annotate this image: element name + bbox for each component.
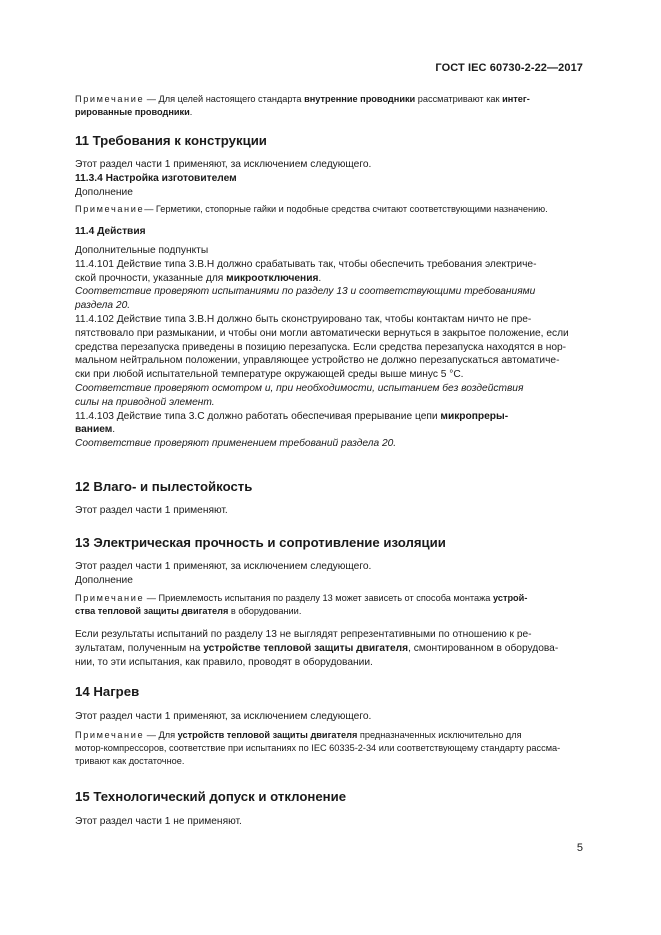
section-15-heading: 15 Технологический допуск и отклонение [75,789,347,804]
section-13-heading: 13 Электрическая прочность и сопротивление изоляции [75,535,446,550]
subsection-11-4-body: Дополнительные подпункты 11.4.101 Действие типа 3.В.Н должно срабатывать так, чтобы обеспечить требования электриче- ской прочности, указанные для микроотключения. Соответствие проверяют испытаниями по разделу 13 и соответствующими требованиями раздела 20. 11.4.102 Действие типа 3.В.Н должно быть сконструировано так, чтобы контактам ничто не пре- пятствовало при размыкании, и чтобы они могли автоматически вернуться в закрытое положение, если средства перезапуска приведены в позицию перезапуска. Если средства перезапуска находятся в нор- мальном нейтральном положении, управляющее устройство не должно перезапускаться автоматиче- ски при любой испытательной температуре окружающей среды выше минус 5 °С. Соответствие проверяют осмотром и, при необходимости, испытанием без воздействия силы на приводной элемент. 11.4.103 Действие типа 3.С должно работать обеспечивая прерывание цепи микропреры- ванием. Соответствие проверяют применением требований раздела 20. [75,244,583,451]
item-11-4-101-compliance: Соответствие проверяют испытаниями по разделу 13 и соответствующими требованиями раздела 20. [75,286,536,312]
item-11-4-103-compliance: Соответствие проверяют применением требований раздела 20. [75,438,397,450]
page-number: 5 [576,842,583,854]
standard-header: ГОСТ IEC 60730-2-22—2017 [435,62,583,74]
section-12-heading: 12 Влаго- и пылестойкость [75,479,253,494]
note-label: Примечание [75,94,145,104]
item-11-4-102-compliance: Соответствие проверяют осмотром и, при необходимости, испытанием без воздействия силы на приводной элемент. [75,382,524,408]
note-label: Примечание [75,204,145,214]
section-13-note: Примечание — Приемлемость испытания по разделу 13 может зависеть от способа монтажа устрой- ства тепловой защиты двигателя в оборудовании. [75,593,528,617]
subsection-11-3-4: 11.3.4 Настройка изготовителем [75,172,237,184]
section-13-paragraph: Если результаты испытаний по разделу 13 не выглядят репрезентативными по отношению к ре- зультатам, полученным на устройстве тепловой защиты двигателя, смонтированном в оборудова- нии, то эти испытания, как правило, проводят в оборудовании. [75,629,559,668]
section-14-body: Этот раздел части 1 применяют, за исключением следующего. [75,711,372,722]
section-15-body: Этот раздел части 1 не применяют. [75,816,242,827]
section-14-heading: 14 Нагрев [75,684,140,699]
section-11-heading: 11 Требования к конструкции [75,133,267,148]
section-12-body: Этот раздел части 1 применяют. [75,505,228,516]
section-14-note: Примечание — Для устройств тепловой защиты двигателя предназначенных исключительно для мотор-компрессоров, соответствие при испытаниях по IEC 60335-2-34 или соответствующему стандарту рассма- тривают как достаточное. [75,730,561,767]
intro-note: Примечание — Для целей настоящего стандарта внутренние проводники рассматривают как интег- рированные проводники. [75,94,530,118]
section-11-note: Примечание— Герметики, стопорные гайки и подобные средства считают соответствующими назначению. [75,204,548,214]
item-11-4-103: 11.4.103 Действие типа 3.С должно работать обеспечивая прерывание цепи микропреры- ванием. [75,410,509,436]
note-label: Примечание [75,730,145,740]
section-13-body: Этот раздел части 1 применяют, за исключением следующего. Дополнение [75,561,372,586]
item-11-4-101: 11.4.101 Действие типа 3.В.Н должно срабатывать так, чтобы обеспечить требования электриче- ской прочности, указанные для микроотключения. [75,258,537,284]
subsection-11-4-heading: 11.4 Действия [75,226,146,237]
note-label: Примечание [75,593,145,603]
item-11-4-102: 11.4.102 Действие типа 3.В.Н должно быть сконструировано так, чтобы контактам ничто не пре- пятствовало при размыкании, и чтобы они могли автоматически вернуться в закрытое положение, если средства перезапуска приведены в позицию перезапуска. Если средства перезапуска находятся в нор- мальном нейтральном положении, управляющее устройство не должно перезапускаться автоматиче- ски при любой испытательной температуре окружающей среды выше минус 5 °С. [75,313,569,381]
section-11-body: Этот раздел части 1 применяют, за исключением следующего. 11.3.4 Настройка изготовителем Дополнение [75,158,583,199]
